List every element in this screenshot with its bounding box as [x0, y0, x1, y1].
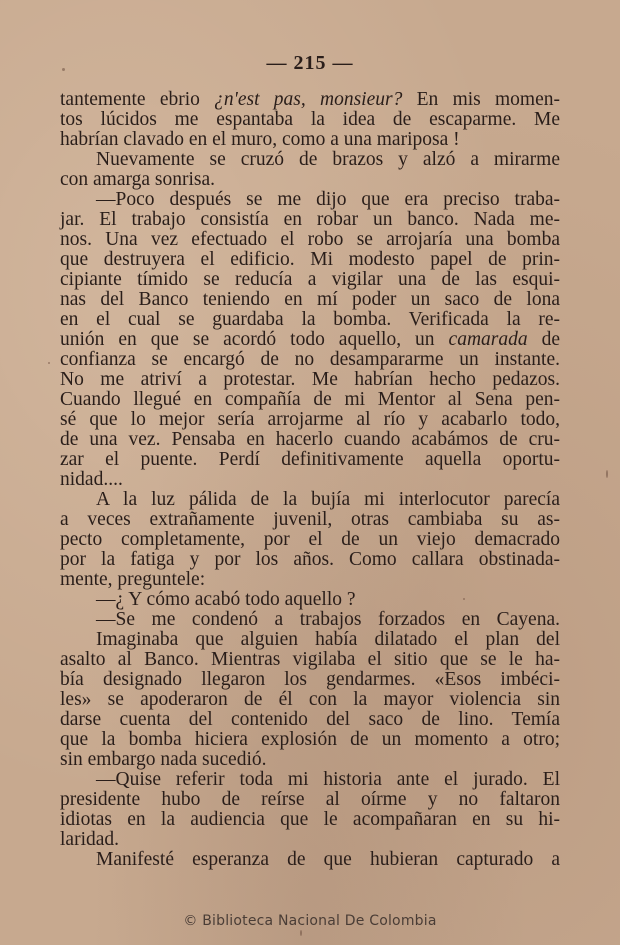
text-run: con amarga sonrisa. [60, 169, 216, 190]
text-run: por la fatiga y por los años. Como callara obstinada- [60, 549, 560, 570]
text-run: —¿ Y cómo acabó todo aquello ? [96, 589, 356, 610]
text-run: darse cuenta del contenido del saco de lino. Temía [60, 709, 560, 730]
text-run: —Se me condenó a trabajos forzados en Cayena. [96, 609, 560, 630]
page-number: — 215 — [266, 52, 354, 74]
text-run: en el cual se guardaba la bomba. Verificada la re- [60, 309, 560, 330]
text-run: zar el puente. Perdí definitivamente aquella oportu- [60, 449, 560, 470]
text-line [60, 90, 560, 110]
text-line [60, 510, 560, 530]
text-run: de una vez. Pensaba en hacerlo cuando acabámos de cru- [60, 429, 560, 450]
text-line [60, 690, 560, 710]
text-run: que destruyera el edificio. Mi modesto papel de prin- [60, 249, 560, 270]
text-line [60, 570, 560, 590]
text-line [60, 810, 560, 830]
text-line [60, 410, 560, 430]
text-run: cipiante tímido se reducía a vigilar una de las esqui- [60, 269, 560, 290]
text-line [60, 250, 560, 270]
paper-speck [463, 598, 465, 600]
text-run: A la luz pálida de la bujía mi interlocutor parecía [96, 489, 560, 510]
text-line [60, 370, 560, 390]
copyright-watermark: © Biblioteca Nacional De Colombia [183, 913, 437, 929]
text-run: confianza se encargó de no desampararme un instante. [60, 349, 560, 370]
text-run: idiotas en la audiencia que le acompañaran en su hi- [60, 809, 560, 830]
text-run: asalto al Banco. Mientras vigilaba el sitio que se le ha- [60, 649, 560, 670]
text-line [60, 110, 560, 130]
text-line [60, 470, 560, 490]
paper-speck [300, 930, 302, 936]
text-run: de [527, 329, 561, 350]
text-run: bía designado llegaron los gendarmes. «Esos imbéci- [60, 669, 560, 690]
text-run: nidad.... [60, 469, 123, 490]
text-run: unión en que se acordó todo aquello, un [60, 329, 449, 350]
text-line [60, 170, 560, 190]
text-line [60, 290, 560, 310]
text-run: Nuevamente se cruzó de brazos y alzó a mirarme [96, 149, 560, 170]
text-run: —Poco después se me dijo que era preciso traba- [96, 189, 560, 210]
text-line [60, 730, 560, 750]
text-run: nas del Banco teniendo en mí poder un saco de lona [60, 289, 560, 310]
text-line [60, 650, 560, 670]
text-line [60, 230, 560, 250]
text-run: a veces extrañamente juvenil, otras cambiaba su as- [60, 509, 560, 530]
text-line [60, 210, 560, 230]
text-line [60, 130, 560, 150]
italic-phrase: ¿n'est pas, monsieur? [214, 89, 403, 110]
text-run: tos lúcidos me espantaba la idea de escaparme. Me [60, 109, 560, 130]
text-run: No me atriví a protestar. Me habrían hecho pedazos. [60, 369, 560, 390]
text-line [60, 310, 560, 330]
paper-speck [62, 68, 65, 71]
text-line [60, 530, 560, 550]
text-line [60, 850, 560, 870]
body-text [60, 90, 560, 870]
text-line [60, 830, 560, 850]
text-run: les» se apoderaron de él con la mayor violencia sin [60, 689, 560, 710]
text-line [60, 430, 560, 450]
text-line [60, 490, 560, 510]
text-run: mente, preguntele: [60, 569, 206, 590]
text-line [60, 270, 560, 290]
text-line [60, 630, 560, 650]
text-run: presidente hubo de reírse al oírme y no faltaron [60, 789, 560, 810]
text-run: tantemente ebrio [60, 89, 215, 110]
text-line [60, 450, 560, 470]
text-line [60, 590, 560, 610]
text-run: —Quise referir toda mi historia ante el jurado. El [96, 769, 560, 790]
text-run: Manifesté esperanza de que hubieran capturado a [96, 849, 560, 870]
text-run: jar. El trabajo consistía en robar un banco. Nada me- [60, 209, 560, 230]
text-line [60, 390, 560, 410]
paper-speck [48, 362, 50, 364]
text-run: que la bomba hiciera explosión de un momento a otro; [60, 729, 560, 750]
text-line [60, 350, 560, 370]
text-line [60, 790, 560, 810]
text-run: Cuando llegué en compañía de mi Mentor al Sena pen- [60, 389, 560, 410]
text-run: sé que lo mejor sería arrojarme al río y acabarlo todo, [60, 409, 560, 430]
text-run: pecto completamente, por el de un viejo demacrado [60, 529, 560, 550]
text-line [60, 750, 560, 770]
text-line [60, 330, 560, 350]
text-line [60, 550, 560, 570]
text-line [60, 770, 560, 790]
paper-speck [606, 470, 608, 478]
text-run: En mis momen- [402, 89, 561, 110]
text-run: habrían clavado en el muro, como a una mariposa ! [60, 129, 460, 150]
text-line [60, 670, 560, 690]
text-run: sin embargo nada sucedió. [60, 749, 267, 770]
text-run: Imaginaba que alguien había dilatado el plan del [96, 629, 560, 650]
text-line [60, 710, 560, 730]
text-line [60, 610, 560, 630]
text-run: nos. Una vez efectuado el robo se arrojaría una bomba [60, 229, 560, 250]
text-line [60, 150, 560, 170]
text-run: laridad. [60, 829, 120, 850]
italic-phrase: camarada [448, 329, 528, 350]
text-line [60, 190, 560, 210]
